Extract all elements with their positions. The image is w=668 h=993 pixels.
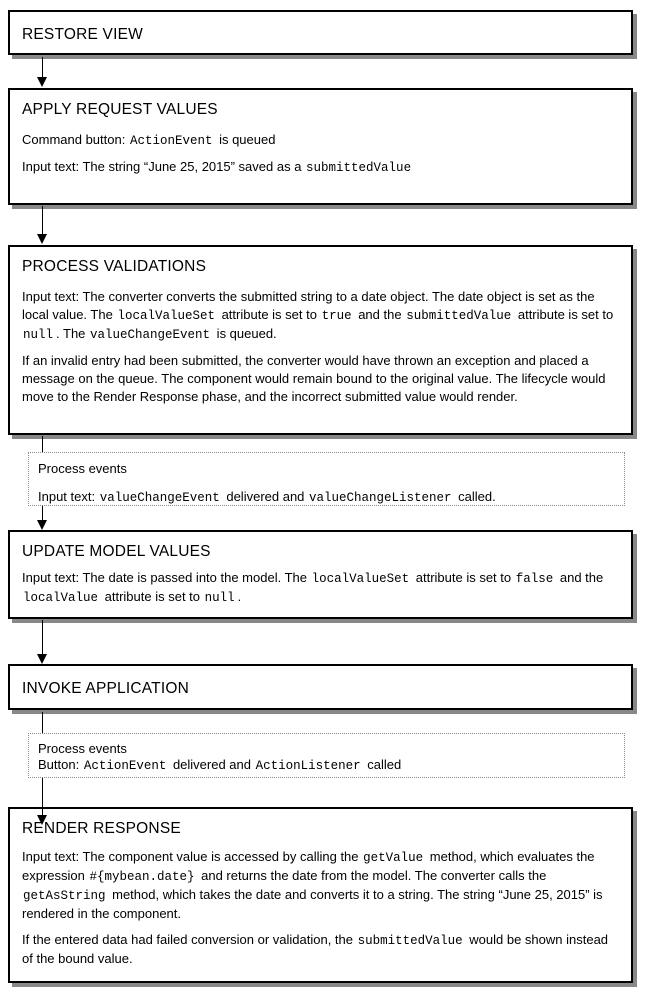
phase-title-invoke-application: INVOKE APPLICATION [22, 680, 189, 697]
text-run: delivered and [169, 757, 255, 772]
code-token: true [321, 309, 352, 323]
code-token: localValue [23, 591, 99, 605]
text-run: Button: [38, 757, 83, 772]
text-run: . The [56, 326, 90, 341]
text-run: and returns the date from the model. The converter calls the [197, 868, 547, 883]
flow-arrow-down [37, 506, 48, 530]
event-box-label: Process events [38, 741, 127, 756]
code-token: localValueSet [311, 572, 410, 586]
code-token: valueChangeEvent [90, 328, 211, 342]
text-run: If the entered data had failed conversion or validation, the [22, 932, 357, 947]
code-token: submittedValue [406, 309, 512, 323]
code-token: ActionEvent [83, 759, 167, 773]
arrow-line [42, 712, 43, 733]
code-token: null [204, 591, 235, 605]
text-run: Input text: The string “June 25, 2015” saved as a [22, 159, 306, 174]
code-token: submittedValue [306, 161, 412, 175]
code-token: submittedValue [357, 934, 463, 948]
phase-box-process-validations [8, 245, 633, 435]
phase-title-render-response: RENDER RESPONSE [22, 820, 181, 837]
phase-title-apply-request-values: APPLY REQUEST VALUES [22, 101, 218, 118]
paragraph-command-button [22, 131, 617, 150]
text-run: attribute is set to [412, 570, 515, 585]
text-run: Input text: The converter converts the submitted string to a date object. The date object is set as the local value. The [22, 289, 595, 322]
code-token: false [515, 572, 554, 586]
phase-box-invoke-application [8, 664, 633, 710]
text-run: Input text: [38, 489, 99, 504]
flow-arrow-down [37, 620, 48, 664]
code-token: getAsString [23, 889, 106, 903]
event-box-process-events-2 [28, 733, 625, 778]
text-run: Input text: The date is passed into the model. The [22, 570, 311, 585]
text-run: attribute is set to [514, 307, 614, 322]
paragraph-converter [22, 288, 617, 344]
text-run: is queued [215, 132, 276, 147]
arrow-line [42, 57, 43, 79]
arrow-head-icon [37, 520, 47, 530]
text-run: If an invalid entry had been submitted, the converter would have thrown an exception and placed a message on the queue. The component would remain bound to the original value. The lifecycle would move to the Render Response phase, and the incorrect submitted value would render. [22, 353, 606, 404]
event-box-label: Process events [38, 461, 127, 476]
paragraph-action-event [38, 757, 614, 774]
paragraph-component-value [22, 848, 617, 923]
flow-connector-line [37, 436, 48, 452]
paragraph-model-update [22, 569, 617, 607]
arrow-line [42, 620, 43, 656]
arrow-line [42, 436, 43, 452]
phase-box-render-response [8, 807, 633, 983]
text-run: and the [556, 570, 604, 585]
paragraph-invalid-entry [22, 352, 617, 406]
phase-title-update-model-values: UPDATE MODEL VALUES [22, 543, 211, 560]
phase-title-process-validations: PROCESS VALIDATIONS [22, 258, 207, 275]
code-token: valueChangeEvent [99, 491, 220, 505]
arrow-head-icon [37, 815, 47, 825]
flow-connector-line [37, 712, 48, 733]
paragraph-failed-conversion [22, 931, 617, 968]
arrow-head-icon [37, 654, 47, 664]
text-run: called [363, 757, 402, 772]
code-token: #{mybean.date} [89, 870, 195, 884]
code-token: ActionListener [255, 759, 361, 773]
flow-arrow-down [37, 57, 48, 87]
text-run: . [237, 589, 242, 604]
code-token: ActionEvent [129, 134, 213, 148]
flow-arrow-down [37, 206, 48, 244]
text-run: and the [354, 307, 406, 322]
code-token: valueChangeListener [309, 491, 452, 505]
text-run: attribute is set to [217, 307, 321, 322]
text-run: method, which takes the date and converts it to a string. The string “June 25, 2015” is rendered in the component. [22, 887, 603, 921]
text-run: is queued. [213, 326, 277, 341]
code-token: localValueSet [117, 309, 215, 323]
text-run: Input text: The component value is accessed by calling the [22, 849, 363, 864]
arrow-head-icon [37, 234, 47, 244]
arrow-head-icon [37, 77, 47, 87]
text-run: method, which evaluates the expression [22, 849, 595, 883]
code-token: getValue [363, 851, 424, 865]
phase-box-update-model-values [8, 530, 633, 619]
paragraph-input-text [22, 158, 617, 177]
phase-box-restore-view [8, 10, 633, 55]
paragraph-value-change [38, 488, 614, 507]
arrow-line [42, 206, 43, 236]
text-run: would be shown instead of the bound value. [22, 932, 609, 966]
event-box-process-events-1 [28, 452, 625, 506]
text-run: delivered and [222, 489, 309, 504]
text-run: Command button: [22, 132, 129, 147]
phase-box-apply-request-values [8, 88, 633, 205]
arrow-line [42, 778, 43, 817]
text-run: called. [454, 489, 496, 504]
text-run: attribute is set to [101, 589, 204, 604]
flow-arrow-down [37, 778, 48, 825]
phase-title-restore-view: RESTORE VIEW [22, 26, 143, 43]
code-token: null [23, 328, 54, 342]
